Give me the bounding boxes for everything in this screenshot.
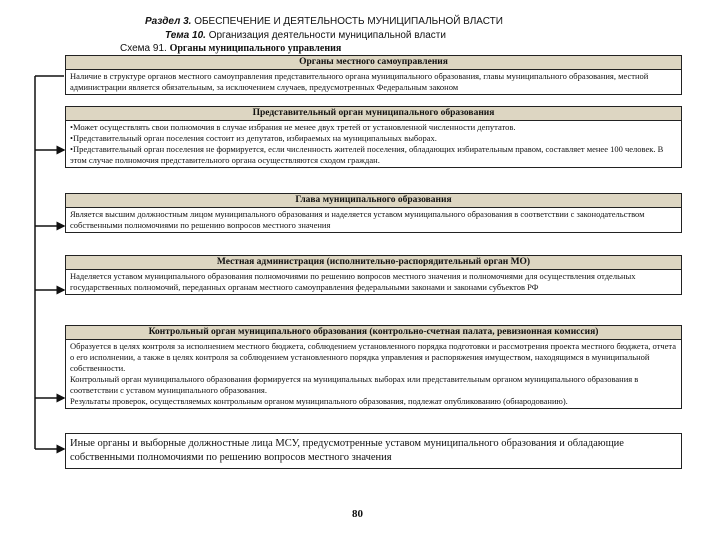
box-representative-body (65, 106, 682, 168)
page-number: 80 (352, 508, 363, 520)
box-body (66, 70, 681, 94)
section-label: Раздел 3. (145, 16, 192, 27)
box-text: Наделяется уставом муниципального образования полномочиями по решению вопросов местного значения и полномочиями для осуществления отдельных государственных полномочий, переданных органам местного самоуправления федеральными законами и законами субъектов РФ (70, 271, 636, 292)
scheme-label: Схема 91. (120, 43, 167, 54)
box-text: •Представительный орган поселения состоит из депутатов, избираемых на муниципальных выборах. (70, 133, 437, 143)
box-text: Образуется в целях контроля за исполнением местного бюджета, соблюдением установленного порядка подготовки и рассмотрения проекта местного бюджета, отчета о его исполнении, а также в целях контроля за соблюдением установленного порядка управления и распоряжения имуществом, находящимся в муниципальной собственности. (70, 341, 676, 373)
box-title: Контрольный орган муниципального образования (контрольно-счетная палата, ревизионная комиссия) (66, 326, 681, 340)
box-text: Наличие в структуре органов местного самоуправления представительного органа муниципального образования, главы муниципального образования, местной администрации является обязательным, за исключением случаев, предусмотренных Федеральным законом (70, 71, 649, 92)
box-text: Результаты проверок, осуществляемых контрольным органом муниципального образования, подлежат опубликованию (обнародованию). (70, 396, 568, 406)
box-text: Иные органы и выборные должностные лица МСУ, предусмотренные уставом муниципального образования и обладающие собственными полномочиями по решению вопросов местного значения (70, 438, 624, 463)
box-other-bodies (65, 433, 682, 469)
box-administration (65, 255, 682, 295)
box-title: Органы местного самоуправления (66, 56, 681, 70)
topic-title: Организация деятельности муниципальной власти (208, 30, 446, 41)
box-control-body (65, 325, 682, 409)
box-text: •Может осуществлять свои полномочия в случае избрания не менее двух третей от установленной численности депутатов. (70, 122, 516, 132)
box-text: Контрольный орган муниципального образования формируется на муниципальных выборах или представительным органом муниципального образования в соответствии с уставом муниципального образования. (70, 374, 639, 395)
section-title: ОБЕСПЕЧЕНИЕ И ДЕЯТЕЛЬНОСТЬ МУНИЦИПАЛЬНОЙ ВЛАСТИ (194, 16, 503, 27)
box-title: Глава муниципального образования (66, 194, 681, 208)
box-title: Представительный орган муниципального образования (66, 107, 681, 121)
box-local-government (65, 55, 682, 95)
topic-label: Тема 10. (165, 30, 206, 41)
scheme-title: Органы муниципального управления (169, 43, 342, 54)
box-body (66, 340, 681, 408)
box-body (66, 208, 681, 232)
box-body (66, 270, 681, 294)
box-head (65, 193, 682, 233)
box-title: Местная администрация (исполнительно-распорядительный орган МО) (66, 256, 681, 270)
box-text: •Представительный орган поселения не формируется, если численность жителей поселения, обладающих избирательным правом, составляет менее 100 человек. В этом случае полномочия представительного органа осуществляются сходом граждан. (70, 144, 664, 165)
box-body (66, 121, 681, 167)
box-text: Является высшим должностным лицом муниципального образования и наделяется уставом муниципального образования в соответствии с законодательством собственными полномочиями по решению вопросов местного значения (70, 209, 645, 230)
